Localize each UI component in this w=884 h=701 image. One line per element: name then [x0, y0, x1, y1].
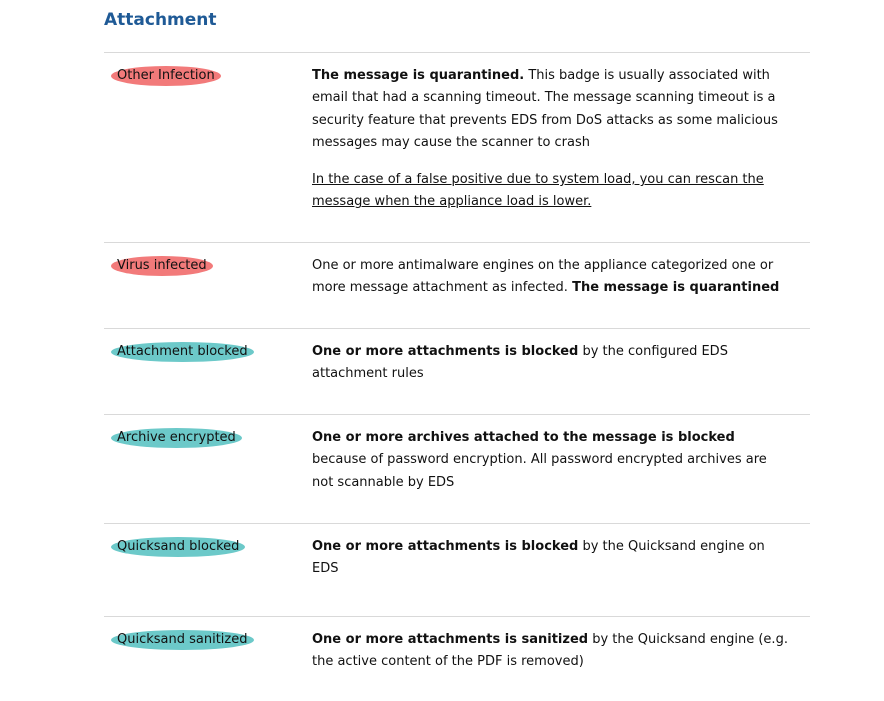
description-text: by the Quicksand engine (e.g. the active content of the PDF is removed) — [312, 632, 788, 670]
badge-virus-infected: Virus infected — [111, 256, 213, 276]
section-title: Attachment — [104, 10, 217, 30]
badge-attachment-blocked: Attachment blocked — [111, 342, 254, 362]
divider — [104, 523, 810, 524]
description-emphasis: One or more archives attached to the message is blocked — [312, 430, 735, 445]
divider — [104, 52, 810, 53]
divider — [104, 414, 810, 415]
description-virus-infected — [312, 255, 792, 300]
description-emphasis: One or more attachments is sanitized — [312, 632, 589, 647]
description-quicksand-blocked — [312, 536, 792, 581]
description-text: because of password encryption. All password encrypted archives are not scannable by EDS — [312, 452, 767, 490]
description-emphasis: The message is quarantined — [572, 280, 780, 296]
divider — [104, 328, 810, 329]
description-emphasis: The message is quarantined. — [312, 68, 525, 83]
description-emphasis: One or more attachments is blocked — [312, 539, 579, 554]
badge-quicksand-blocked: Quicksand blocked — [111, 537, 245, 557]
description-text: One or more antimalware engines on the appliance categorized one or more message attachment as infected. — [312, 258, 774, 296]
description-emphasis: One or more attachments is blocked — [312, 344, 579, 359]
description-quicksand-sanitized — [312, 629, 792, 674]
badge-quicksand-sanitized: Quicksand sanitized — [111, 630, 254, 650]
description-archive-encrypted — [312, 427, 792, 494]
rescan-note: In the case of a false positive due to system load, you can rescan the message when the appliance load is lower. — [312, 172, 764, 210]
description-text: by the configured EDS attachment rules — [312, 344, 728, 382]
badge-archive-encrypted: Archive encrypted — [111, 428, 242, 448]
description-text: This badge is usually associated with email that had a scanning timeout. The message scanning timeout is a security feature that prevents EDS from DoS attacks as some malicious messages may cause the scanner to crash — [312, 68, 778, 151]
description-text: by the Quicksand engine on EDS — [312, 539, 765, 577]
badge-other-infection: Other Infection — [111, 66, 221, 86]
description-other-infection — [312, 65, 792, 155]
divider — [104, 242, 810, 243]
description-attachment-blocked — [312, 341, 792, 386]
divider — [104, 616, 810, 617]
